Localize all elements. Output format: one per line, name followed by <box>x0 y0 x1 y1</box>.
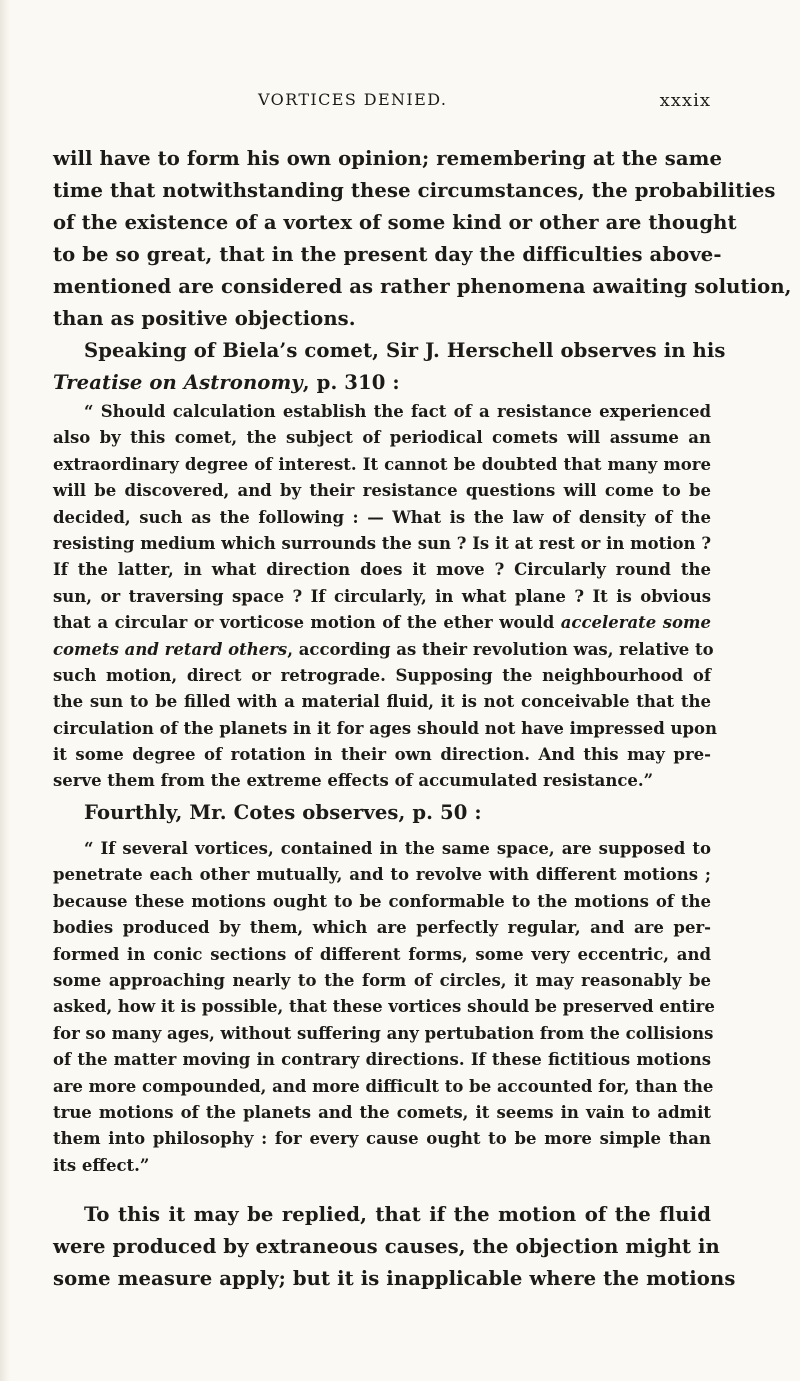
text-line: true motions of the planets and the comets, it seems in vain to admit <box>53 1102 711 1122</box>
text-line: of the existence of a vortex of some kind or other are thought <box>53 211 737 234</box>
page-number: xxxix <box>659 90 711 111</box>
quotation-cotes <box>53 836 715 1179</box>
text-line: are more compounded, and more difficult to be accounted for, than the <box>53 1076 714 1096</box>
text-line: serve them from the extreme effects of accumulated resistance.” <box>53 771 654 791</box>
text-line: penetrate each other mutually, and to revolve with different motions ; <box>53 865 711 885</box>
italic-phrase: comets and retard others <box>53 639 288 659</box>
italic-phrase: accelerate some <box>560 613 711 633</box>
text-run: , according as their revolution was, relative to <box>287 639 714 659</box>
text-line: bodies produced by them, which are perfectly regular, and are per- <box>53 918 711 938</box>
text-line: than as positive objections. <box>53 307 356 330</box>
text-line: them into philosophy : for every cause ought to be more simple than <box>53 1129 711 1149</box>
text-line: some measure apply; but it is inapplicable where the motions <box>53 1267 736 1290</box>
paragraph-4 <box>53 1199 736 1295</box>
text-line: circulation of the planets in it for ages should not have impressed upon <box>53 718 718 738</box>
text-line: If the latter, in what direction does it move ? Circularly round the <box>53 560 711 580</box>
text-line: were produced by extraneous causes, the objection might in <box>53 1235 720 1258</box>
text-line: Speaking of Biela’s comet, Sir J. Herschell observes in his <box>84 339 726 362</box>
paragraph-2 <box>53 335 726 399</box>
text-line: also by this comet, the subject of periodical comets will assume an <box>53 428 711 448</box>
text-line: Fourthly, Mr. Cotes observes, p. 50 : <box>84 801 482 824</box>
text-line: its effect.” <box>53 1155 150 1175</box>
text-line <box>53 637 714 663</box>
text-line: extraordinary degree of interest. It cannot be doubted that many more <box>53 454 711 474</box>
page-header <box>0 90 800 116</box>
page-gutter-shadow <box>0 0 10 1381</box>
citation: , p. 310 : <box>302 371 400 394</box>
text-line: “ Should calculation establish the fact of a resistance experienced <box>84 402 711 421</box>
text-line: such motion, direct or retrograde. Supposing the neighbourhood of <box>53 665 711 685</box>
text-line: it some degree of rotation in their own direction. And this may pre- <box>53 745 711 765</box>
text-line: will have to form his own opinion; remembering at the same <box>53 147 723 170</box>
paragraph-1 <box>53 143 792 335</box>
quotation-herschell <box>53 399 718 795</box>
text-line: for so many ages, without suffering any pertubation from the collisions <box>53 1023 714 1043</box>
text-line: of the matter moving in contrary directions. If these fictitious motions <box>53 1050 711 1070</box>
text-line: because these motions ought to be conformable to the motions of the <box>53 891 711 911</box>
paragraph-3 <box>53 797 711 829</box>
text-line: formed in conic sections of different forms, some very eccentric, and <box>53 944 711 964</box>
text-line: mentioned are considered as rather phenomena awaiting solution, <box>53 275 792 298</box>
book-title: Treatise on Astronomy <box>53 371 303 394</box>
text-line: “ If several vortices, contained in the same space, are supposed to <box>84 839 711 858</box>
text-line: time that notwithstanding these circumstances, the probabilities <box>53 179 776 202</box>
text-line: asked, how it is possible, that these vortices should be preserved entire <box>53 997 715 1017</box>
text-line: To this it may be replied, that if the motion of the fluid <box>84 1203 711 1226</box>
text-line: some approaching nearly to the form of circles, it may reasonably be <box>53 970 711 990</box>
running-head: VORTICES DENIED. <box>258 90 448 109</box>
text-line: sun, or traversing space ? If circularly, in what plane ? It is obvious <box>53 586 711 606</box>
text-run: that a circular or vorticose motion of the ether would <box>53 613 561 633</box>
text-line: decided, such as the following : — What is the law of density of the <box>53 507 711 527</box>
text-line: the sun to be filled with a material fluid, it is not conceivable that the <box>53 692 711 712</box>
text-line: to be so great, that in the present day the difficulties above- <box>53 243 722 266</box>
text-line <box>53 367 711 399</box>
text-line <box>53 610 711 636</box>
text-line: resisting medium which surrounds the sun ? Is it at rest or in motion ? <box>53 533 711 553</box>
text-line: will be discovered, and by their resistance questions will come to be <box>53 481 711 501</box>
